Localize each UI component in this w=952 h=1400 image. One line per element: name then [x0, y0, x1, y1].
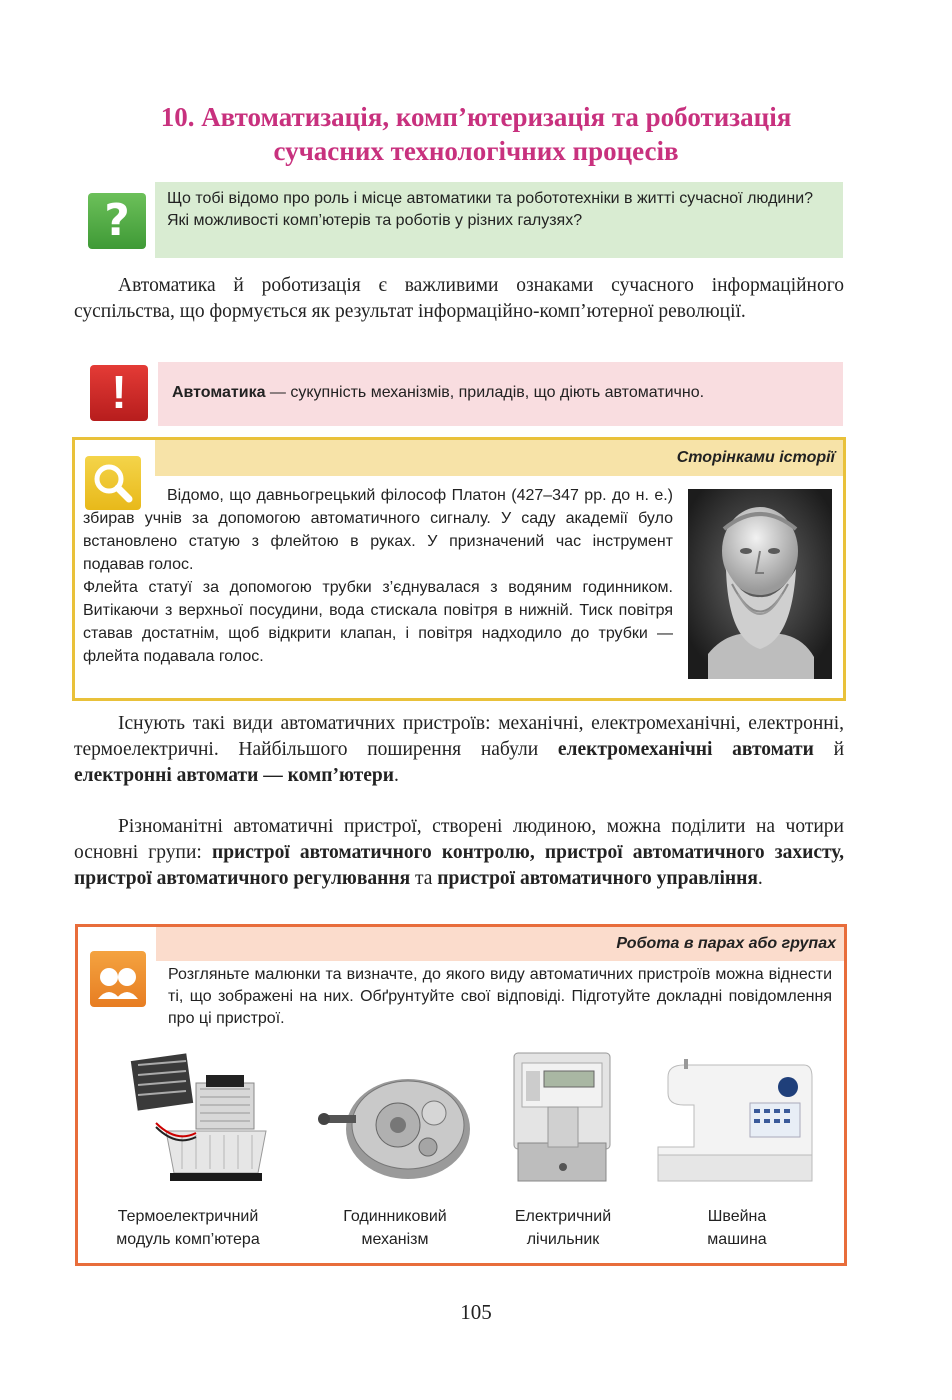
caption-sewing-line-2: машина	[707, 1231, 767, 1248]
device-types-text-c: й	[813, 739, 845, 760]
page-title	[60, 100, 892, 168]
device-types-paragraph	[74, 711, 844, 789]
device-groups-text-c: та	[410, 868, 438, 889]
title-line-1: 10. Автоматизація, комп’ютеризація та роботизація	[160, 102, 792, 132]
question-line-1: Що тобі відомо про роль і місце автоматики та робототехніки в житті сучасної людини?	[167, 190, 814, 207]
group-work-header	[156, 927, 844, 961]
clock-mechanism-image	[316, 1073, 476, 1183]
caption-thermoelectric	[93, 1205, 283, 1251]
question-line-2: Які можливості комп’ютерів та роботів у різних галузях?	[167, 212, 583, 229]
group-work-box	[75, 924, 847, 1266]
caption-meter-line-1: Електричний	[514, 1208, 612, 1225]
caption-clock-line-1: Годинниковий	[343, 1208, 447, 1225]
plato-bust-image	[688, 489, 832, 679]
history-paragraph-2: Флейта статуї за допомогою трубки з’єднувалася з водяним годинником. Витікаючи з верхньої посудини, вода стискала повітря в нижній. Тиск повітря ставав достатнім, щоб відкрити клапан, і повітря надходило до трубки — флейта подавала голос.	[83, 579, 673, 665]
thermoelectric-module-image	[126, 1053, 276, 1185]
sewing-machine-image	[654, 1057, 814, 1185]
history-paragraph-1: Відомо, що давньогрецький філософ Платон (427–347 рр. до н. е.) збирав учнів за допомогою автоматичного сигналу. У саду академії було встановлено статую з флейтою в руках. У призначений час інструмент подавав голос.	[83, 487, 673, 573]
device-groups-bold-1: пристрої автоматичного контролю, пристрої автоматичного захисту, пристрої автоматичного регулювання	[74, 842, 844, 889]
definition-text: — сукупність механізмів, приладів, що діють автоматично.	[265, 384, 705, 401]
history-heading: Сторінками історії	[676, 449, 835, 466]
caption-thermoelectric-line-1: Термоелектричний	[117, 1208, 259, 1225]
device-types-bold-1: електромеханічні автомати	[557, 739, 814, 760]
device-groups-paragraph	[74, 814, 844, 892]
device-groups-bold-2: пристрої автоматичного управління	[437, 868, 758, 889]
definition-box	[158, 362, 843, 426]
question-icon: ?	[88, 193, 146, 249]
caption-meter	[468, 1205, 658, 1251]
group-work-heading: Робота в парах або групах	[616, 935, 836, 952]
pair-work-icon	[90, 951, 146, 1007]
intro-paragraph: Автоматика й роботизація є важливими ознаками сучасного інформаційного суспільства, що формується як результат інформаційно-комп’ютерної революції.	[74, 275, 844, 322]
device-groups-text-d: .	[757, 868, 763, 889]
device-types-bold-2: електронні автомати — комп’ютери	[74, 765, 394, 786]
device-groups-text-a: Різноманітні автоматичні пристрої, створені людиною, можна поділити на чотири основні групи:	[74, 816, 844, 863]
caption-clock-line-2: механізм	[361, 1231, 429, 1248]
question-box	[155, 182, 843, 258]
caption-sewing	[642, 1205, 832, 1251]
caption-sewing-line-1: Швейна	[707, 1208, 767, 1225]
group-work-task: Розгляньте малюнки та визначте, до якого виду автоматичних пристроїв можна віднести ті, що зображені на них. Обґрунтуйте свої відповіді. Підготуйте докладні повідомлення про ці пристрої.	[168, 966, 832, 1027]
title-line-2: сучасних технологічних процесів	[273, 136, 679, 166]
caption-clock	[300, 1205, 490, 1251]
page-number: 105	[460, 1300, 492, 1324]
caption-meter-line-2: лічильник	[526, 1231, 600, 1248]
history-header	[155, 440, 843, 476]
electric-meter-image	[510, 1051, 614, 1185]
device-types-text-a: Існують такі види автоматичних пристроїв: механічні, електромеханічні, електронні, термоелектричні. Найбільшого поширення набули	[74, 713, 844, 760]
exclamation-icon: !	[90, 365, 148, 421]
definition-term: Автоматика	[172, 384, 266, 401]
device-types-text-d: .	[393, 765, 399, 786]
caption-thermoelectric-line-2: модуль комп’ютера	[116, 1231, 260, 1248]
